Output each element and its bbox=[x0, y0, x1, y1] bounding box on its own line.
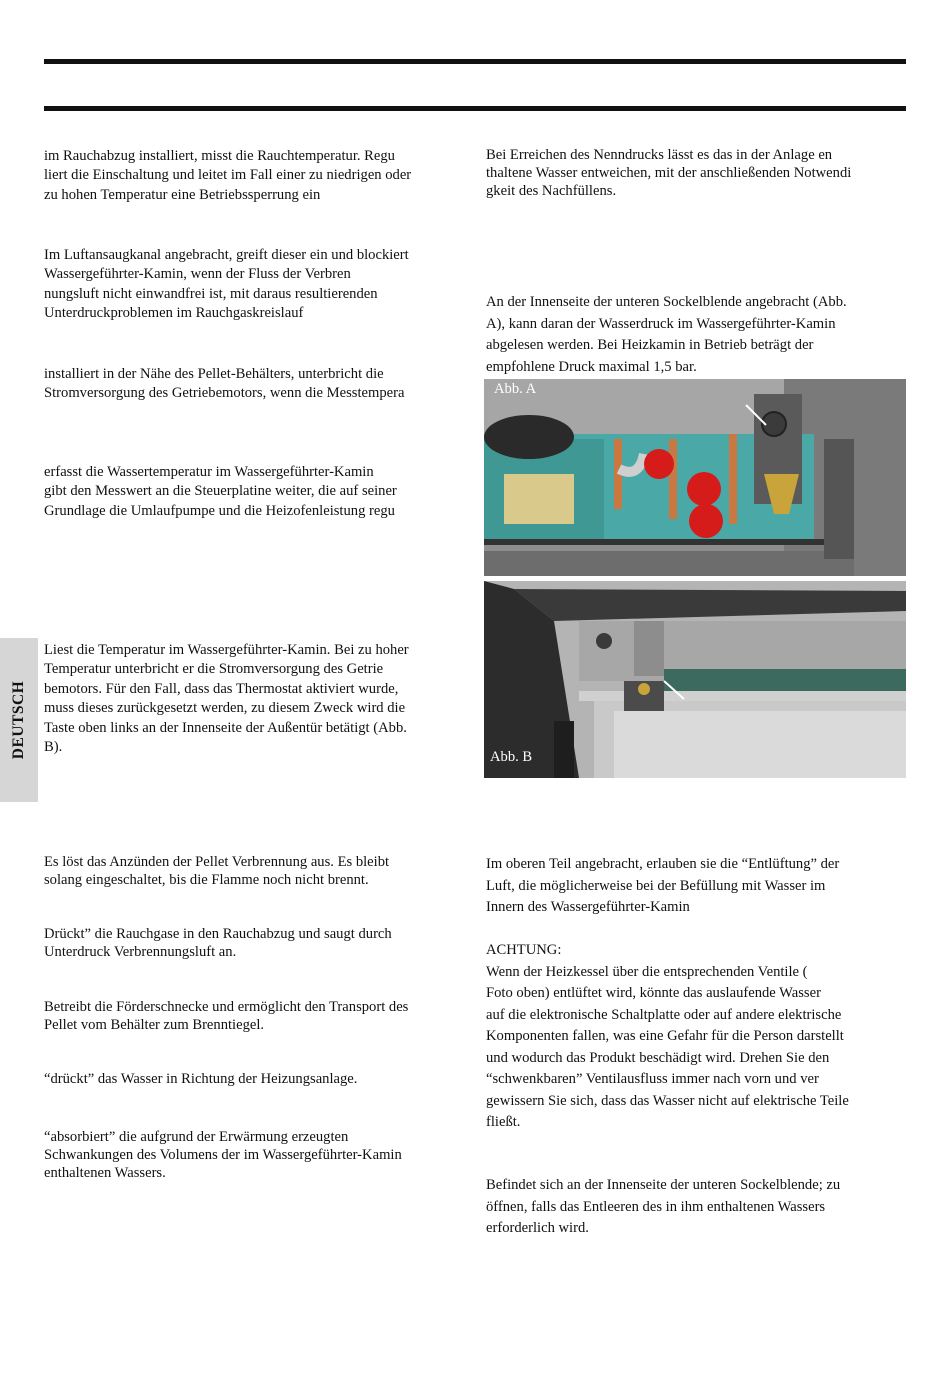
figure-a-photo bbox=[484, 379, 906, 576]
figure-a-label: Abb. A bbox=[494, 381, 537, 397]
figure-b-label: Abb. B bbox=[490, 749, 533, 765]
language-side-tab bbox=[0, 638, 38, 802]
text-gear-motor: Betreibt die Förderschnecke und ermöglicht den Transport des Pellet vom Behälter zum Brenntiegel. bbox=[44, 999, 409, 1033]
language-side-tab-label: DEUTSCH bbox=[10, 680, 27, 760]
figure-b-illustration bbox=[484, 581, 906, 778]
text-pellet-thermostat: installiert in der Nähe des Pellet-Behälters, unterbricht die Stromversorgung des Getriebemotors, wenn die Messtempera bbox=[44, 366, 405, 402]
text-smoke-fan: Drückt” die Rauchgase in den Rauchabzug und saugt durch Unterdruck Verbrennungsluft an. bbox=[44, 926, 392, 960]
figure-a-illustration bbox=[484, 379, 906, 576]
text-water-probe: erfasst die Wassertemperatur im Wassergeführter-Kamin gibt den Messwert an die Steuerplatine weiter, die auf seiner Grundlage die Umlaufpumpe und die Heizofenleistung regu bbox=[44, 464, 397, 519]
text-drain-valve: Befindet sich an der Innenseite der unteren Sockelblende; zu öffnen, falls das Entleeren des in ihm enthaltenen Wassers erforderlich wird. bbox=[486, 1177, 841, 1236]
text-expansion-vessel: “absorbiert” die aufgrund der Erwärmung erzeugten Schwankungen des Volumens der im Wassergeführter-Kamin enthaltenen Wassers. bbox=[44, 1129, 402, 1181]
text-safety-valve: Bei Erreichen des Nenndrucks lässt es das in der Anlage en thaltene Wasser entweichen, mit der anschließenden Notwendi gkeit des Nachfüllens. bbox=[486, 147, 852, 199]
second-rule bbox=[44, 106, 906, 111]
text-circulation-pump: “drückt” das Wasser in Richtung der Heizungsanlage. bbox=[44, 1071, 358, 1087]
text-warning: ACHTUNG: Wenn der Heizkessel über die entsprechenden Ventile ( Foto oben) entlüftet wird, könnte das auslaufende Wasser auf die elektronische Schaltplatte oder auf andere elektrische Komponenten fallen, was eine Gefahr für die Person darstellt und wodurch das Produkt beschädigt wird. Drehen Sie den “schwenkbaren” Ventilausfluss immer nach vorn und ver gewissern Sie sich, dass das Wasser nicht auf elektrische Teile fließt. bbox=[486, 942, 849, 1130]
text-pressure-gauge: An der Innenseite der unteren Sockelblende angebracht (Abb. A), kann daran der Wasserdruck im Wassergeführter-Kamin abgelesen werden. Bei Heizkamin in Betrieb beträgt der empfohlene Druck maximal 1,5 bar. bbox=[486, 294, 847, 375]
text-air-pressure-switch: Im Luftansaugkanal angebracht, greift dieser ein und blockiert Wassergeführter-Kamin, wenn der Fluss der Verbren nungsluft nicht einwandfrei ist, mit daraus resultierenden Unterdruckproblemen im Rauchgaskreislauf bbox=[44, 247, 409, 322]
text-smoke-probe: im Rauchabzug installiert, misst die Rauchtemperatur. Regu liert die Einschaltung und leitet im Fall einer zu niedrigen oder zu hohen Temperatur eine Betriebssperrung ein bbox=[44, 148, 412, 203]
top-rule bbox=[44, 59, 906, 64]
text-igniter: Es löst das Anzünden der Pellet Verbrennung aus. Es bleibt solang eingeschaltet, bis die Flamme noch nicht brennt. bbox=[44, 854, 390, 888]
text-safety-thermostat: Liest die Temperatur im Wassergeführter-Kamin. Bei zu hoher Temperatur unterbricht er die Stromversorgung des Getrie bemotors. Für den Fall, dass das Thermostat aktiviert wurde, muss dieses zurückgesetzt werden, zu diesem Zweck wird die Taste oben links an der Innenseite der Außentür betätigt (Abb. B). bbox=[44, 642, 409, 756]
text-vent-valves: Im oberen Teil angebracht, erlauben sie die “Entlüftung” der Luft, die möglicherweise bei der Befüllung mit Wasser im Innern des Wassergeführter-Kamin bbox=[486, 856, 840, 915]
figure-b-photo bbox=[484, 581, 906, 778]
